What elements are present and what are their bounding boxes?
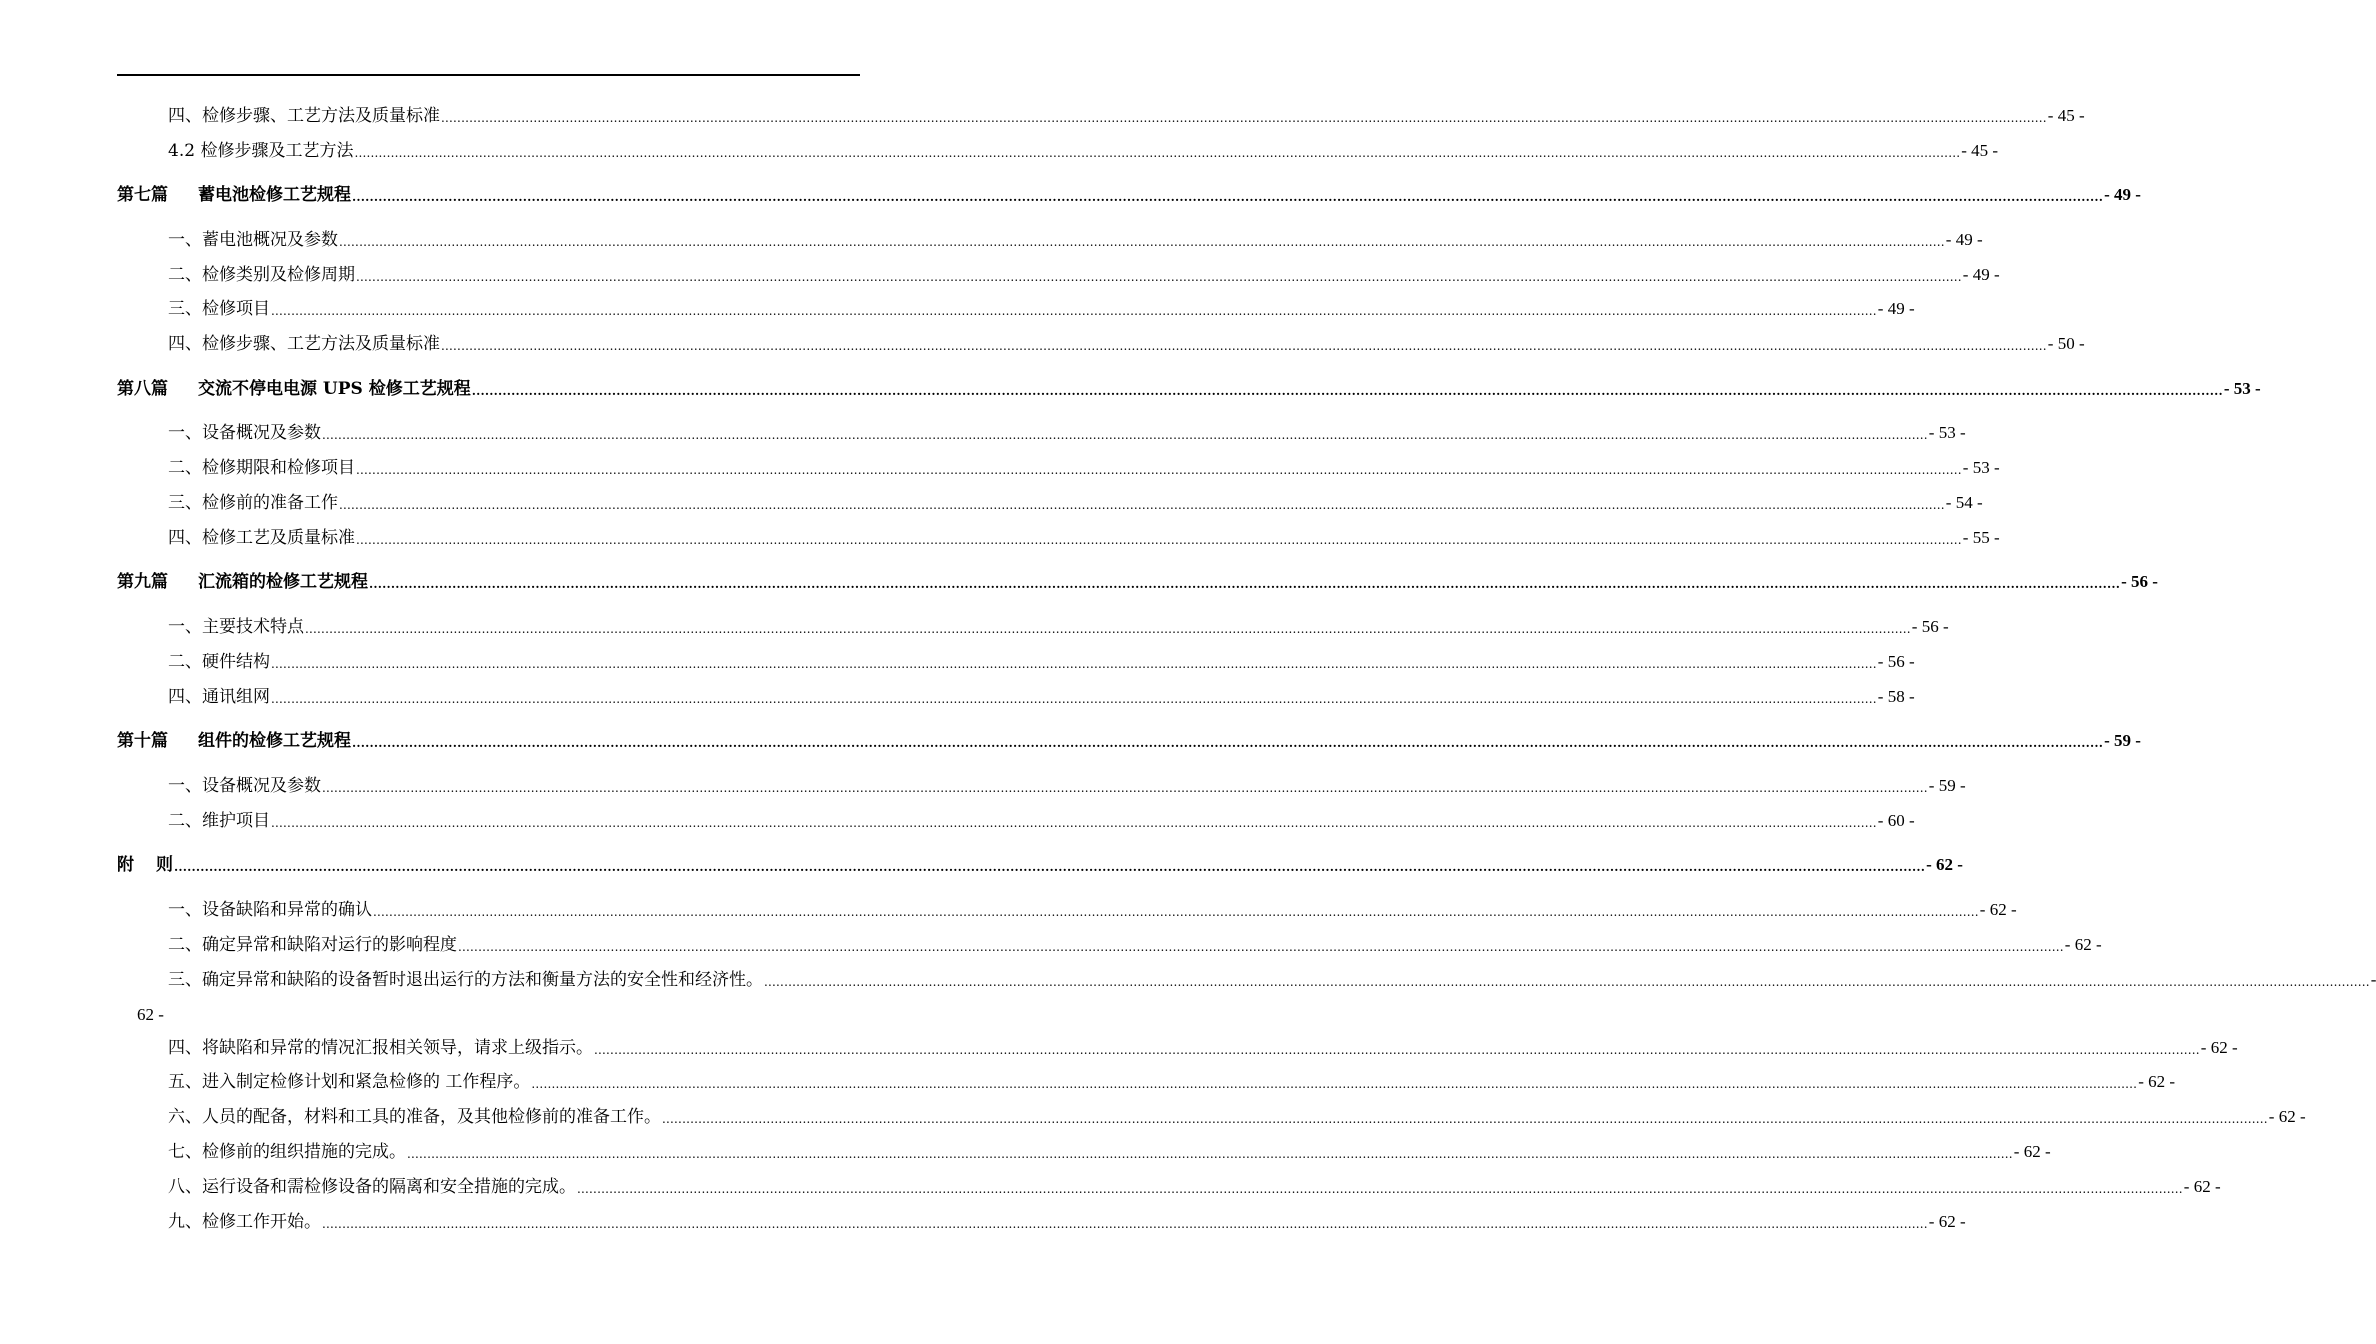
toc-page-number: - 62 - <box>2200 1038 2238 1057</box>
toc-section-entry[interactable] <box>117 264 2000 286</box>
toc-page-number: - <box>2370 970 2376 989</box>
toc-dot-leader: ................................................................................................................................................................................................................................................................................................................................................................................................................ <box>354 146 1961 160</box>
toc-dot-leader: ................................................................................................................................................................................................................................................................................................................................................................................................................ <box>458 940 2064 954</box>
toc-dot-leader: ................................................................................................................................................................................................................................................................................................................................................................................................................ <box>174 860 1926 874</box>
toc-dot-leader: ................................................................................................................................................................................................................................................................................................................................................................................................................ <box>577 1182 2183 1196</box>
toc-entry-label: 四、将缺陷和异常的情况汇报相关领导，请求上级指示。 <box>168 1038 593 1058</box>
toc-page-number: - 60 - <box>1877 811 1915 830</box>
toc-chapter-title: 交流不停电电源 UPS 检修工艺规程 <box>198 379 471 399</box>
toc-chapter-entry[interactable] <box>117 854 1963 876</box>
toc-page-number: - 54 - <box>1945 493 1983 512</box>
toc-page-number: - 59 - <box>1928 776 1966 795</box>
toc-dot-leader: ................................................................................................................................................................................................................................................................................................................................................................................................................ <box>356 270 1962 284</box>
toc-page-number: - 56 - <box>1911 617 1949 636</box>
toc-chapter-entry[interactable] <box>117 184 2141 206</box>
toc-page-number: - 53 - <box>1928 423 1966 442</box>
toc-page-number: - 62 - <box>2013 1142 2051 1161</box>
toc-section-entry[interactable] <box>117 333 2085 355</box>
toc-entry-label: 八、运行设备和需检修设备的隔离和安全措施的完成。 <box>168 1177 576 1197</box>
toc-dot-leader: ................................................................................................................................................................................................................................................................................................................................................................................................................ <box>356 463 1962 477</box>
toc-section-entry[interactable] <box>117 527 2000 549</box>
toc-section-entry[interactable] <box>117 298 1915 320</box>
toc-section-entry[interactable] <box>117 810 1915 832</box>
toc-chapter-number: 第八篇 <box>117 379 168 399</box>
toc-dot-leader: ................................................................................................................................................................................................................................................................................................................................................................................................................ <box>764 975 2370 989</box>
toc-section-entry[interactable] <box>117 934 2102 956</box>
toc-page-number: - 62 - <box>2138 1072 2176 1091</box>
toc-page-number: - 56 - <box>1877 652 1915 671</box>
toc-entry-label: 二、维护项目 <box>168 811 270 831</box>
toc-section-entry[interactable] <box>117 492 1983 514</box>
toc-dot-leader: ................................................................................................................................................................................................................................................................................................................................................................................................................ <box>471 384 2223 398</box>
toc-page-number: - 62 - <box>2268 1107 2306 1126</box>
toc-dot-leader: ................................................................................................................................................................................................................................................................................................................................................................................................................ <box>373 905 1979 919</box>
toc-chapter-entry[interactable] <box>117 730 2141 752</box>
toc-chapter-title: 则 <box>156 855 173 875</box>
toc-dot-leader: ................................................................................................................................................................................................................................................................................................................................................................................................................ <box>322 428 1928 442</box>
toc-chapter-number: 第十篇 <box>117 731 168 751</box>
toc-entry-label: 二、检修期限和检修项目 <box>168 458 355 478</box>
toc-entry-label: 一、蓄电池概况及参数 <box>168 230 338 250</box>
toc-section-entry[interactable] <box>117 1106 2306 1128</box>
toc-dot-leader: ................................................................................................................................................................................................................................................................................................................................................................................................................ <box>322 1217 1928 1231</box>
toc-section-entry[interactable] <box>117 969 2376 991</box>
toc-section-entry[interactable] <box>117 775 1966 797</box>
toc-section-entry[interactable] <box>117 651 1915 673</box>
toc-dot-leader: ................................................................................................................................................................................................................................................................................................................................................................................................................ <box>271 816 1877 830</box>
toc-entry-label: 二、检修类别及检修周期 <box>168 265 355 285</box>
toc-entry-label <box>117 184 351 206</box>
toc-dot-leader: ................................................................................................................................................................................................................................................................................................................................................................................................................ <box>339 498 1945 512</box>
toc-section-entry[interactable] <box>117 105 2085 127</box>
toc-dot-leader: ................................................................................................................................................................................................................................................................................................................................................................................................................ <box>305 622 1911 636</box>
toc-entry-label: 四、检修步骤、工艺方法及质量标准 <box>168 334 440 354</box>
toc-page-number: - 62 - <box>2064 935 2102 954</box>
toc-entry-label: 九、检修工作开始。 <box>168 1212 321 1232</box>
toc-entry-label: 六、人员的配备，材料和工具的准备，及其他检修前的准备工作。 <box>168 1107 661 1127</box>
toc-entry-label: 三、检修项目 <box>168 299 270 319</box>
toc-chapter-title: 组件的检修工艺规程 <box>198 731 351 751</box>
toc-section-entry[interactable] <box>117 457 2000 479</box>
toc-section-entry[interactable] <box>117 229 1983 251</box>
toc-chapter-title: 蓄电池检修工艺规程 <box>198 185 351 205</box>
toc-dot-leader: ................................................................................................................................................................................................................................................................................................................................................................................................................ <box>271 692 1877 706</box>
toc-entry-label: 一、设备概况及参数 <box>168 776 321 796</box>
toc-chapter-number: 第九篇 <box>117 572 168 592</box>
toc-page-number: - 50 - <box>2047 334 2085 353</box>
toc-dot-leader: ................................................................................................................................................................................................................................................................................................................................................................................................................ <box>441 111 2047 125</box>
toc-dot-leader: ................................................................................................................................................................................................................................................................................................................................................................................................................ <box>271 304 1877 318</box>
toc-entry-label <box>117 730 351 752</box>
toc-section-entry[interactable] <box>117 1141 2051 1163</box>
toc-dot-leader: ................................................................................................................................................................................................................................................................................................................................................................................................................ <box>407 1147 2013 1161</box>
toc-entry-label: 四、通讯组网 <box>168 687 270 707</box>
toc-page-number: - 49 - <box>1877 299 1915 318</box>
toc-entry-label: 一、设备缺陷和异常的确认 <box>168 900 372 920</box>
toc-entry-label: 一、主要技术特点 <box>168 617 304 637</box>
toc-entry-label: 七、检修前的组织措施的完成。 <box>168 1142 406 1162</box>
toc-chapter-title: 汇流箱的检修工艺规程 <box>198 572 368 592</box>
toc-dot-leader: ................................................................................................................................................................................................................................................................................................................................................................................................................ <box>662 1112 2268 1126</box>
toc-page-number: - 49 - <box>2104 185 2141 204</box>
toc-dot-leader: ................................................................................................................................................................................................................................................................................................................................................................................................................ <box>531 1077 2138 1091</box>
toc-page-number: - 53 - <box>1962 458 2000 477</box>
toc-chapter-number: 第七篇 <box>117 185 168 205</box>
toc-dot-leader: ................................................................................................................................................................................................................................................................................................................................................................................................................ <box>369 577 2121 591</box>
toc-entry-label: 三、确定异常和缺陷的设备暂时退出运行的方法和衡量方法的安全性和经济性。 <box>168 970 763 990</box>
toc-dot-leader: ................................................................................................................................................................................................................................................................................................................................................................................................................ <box>352 736 2104 750</box>
toc-page-number: - 62 - <box>1926 855 1963 874</box>
toc-entry-label: 一、设备概况及参数 <box>168 423 321 443</box>
toc-page-number: - 49 - <box>1962 265 2000 284</box>
toc-entry-label: 4.2 检修步骤及工艺方法 <box>168 141 354 161</box>
toc-page-number: - 49 - <box>1945 230 1983 249</box>
toc-entry-label: 四、检修步骤、工艺方法及质量标准 <box>168 106 440 126</box>
toc-page-number: - 62 - <box>1979 900 2017 919</box>
toc-chapter-number: 附 <box>117 855 134 875</box>
toc-page-number: - 56 - <box>2121 572 2158 591</box>
toc-section-entry[interactable] <box>117 899 2017 921</box>
toc-entry-label <box>117 854 173 876</box>
toc-dot-leader: ................................................................................................................................................................................................................................................................................................................................................................................................................ <box>339 235 1945 249</box>
toc-entry-label <box>117 378 471 400</box>
toc-section-entry[interactable] <box>117 140 1999 162</box>
toc-entry-label: 五、进入制定检修计划和紧急检修的 工作程序。 <box>168 1072 531 1092</box>
toc-page-number: - 58 - <box>1877 687 1915 706</box>
toc-page-number: - 55 - <box>1962 528 2000 547</box>
toc-page-number: - 62 - <box>1928 1212 1966 1231</box>
toc-page-number: - 45 - <box>1961 141 1999 160</box>
header-rule <box>117 74 860 76</box>
toc-page-number: - 62 - <box>2183 1177 2221 1196</box>
toc-section-entry[interactable] <box>117 686 1915 708</box>
toc-dot-leader: ................................................................................................................................................................................................................................................................................................................................................................................................................ <box>594 1043 2200 1057</box>
toc-chapter-entry[interactable] <box>117 571 2158 593</box>
toc-entry-label: 四、检修工艺及质量标准 <box>168 528 355 548</box>
toc-section-entry[interactable] <box>117 616 1949 638</box>
toc-entry-label: 二、硬件结构 <box>168 652 270 672</box>
toc-dot-leader: ................................................................................................................................................................................................................................................................................................................................................................................................................ <box>271 657 1877 671</box>
toc-page-number-continued: 62 - <box>137 1005 164 1024</box>
toc-dot-leader: ................................................................................................................................................................................................................................................................................................................................................................................................................ <box>441 339 2047 353</box>
toc-section-entry[interactable] <box>117 1176 2221 1198</box>
toc-dot-leader: ................................................................................................................................................................................................................................................................................................................................................................................................................ <box>322 781 1928 795</box>
toc-entry-label: 三、检修前的准备工作 <box>168 493 338 513</box>
toc-page-number: - 45 - <box>2047 106 2085 125</box>
toc-page-number: - 53 - <box>2223 379 2261 398</box>
toc-section-entry[interactable] <box>117 422 1966 444</box>
toc-section-entry[interactable] <box>117 1037 2238 1059</box>
toc-entry-label <box>117 571 368 593</box>
toc-chapter-entry[interactable] <box>117 378 2261 400</box>
toc-dot-leader: ................................................................................................................................................................................................................................................................................................................................................................................................................ <box>352 190 2104 204</box>
toc-dot-leader: ................................................................................................................................................................................................................................................................................................................................................................................................................ <box>356 533 1962 547</box>
toc-entry-label: 二、确定异常和缺陷对运行的影响程度 <box>168 935 457 955</box>
toc-page-number: - 59 - <box>2104 731 2141 750</box>
toc-section-entry[interactable] <box>117 1211 1966 1233</box>
toc-section-entry[interactable] <box>117 1071 2176 1093</box>
